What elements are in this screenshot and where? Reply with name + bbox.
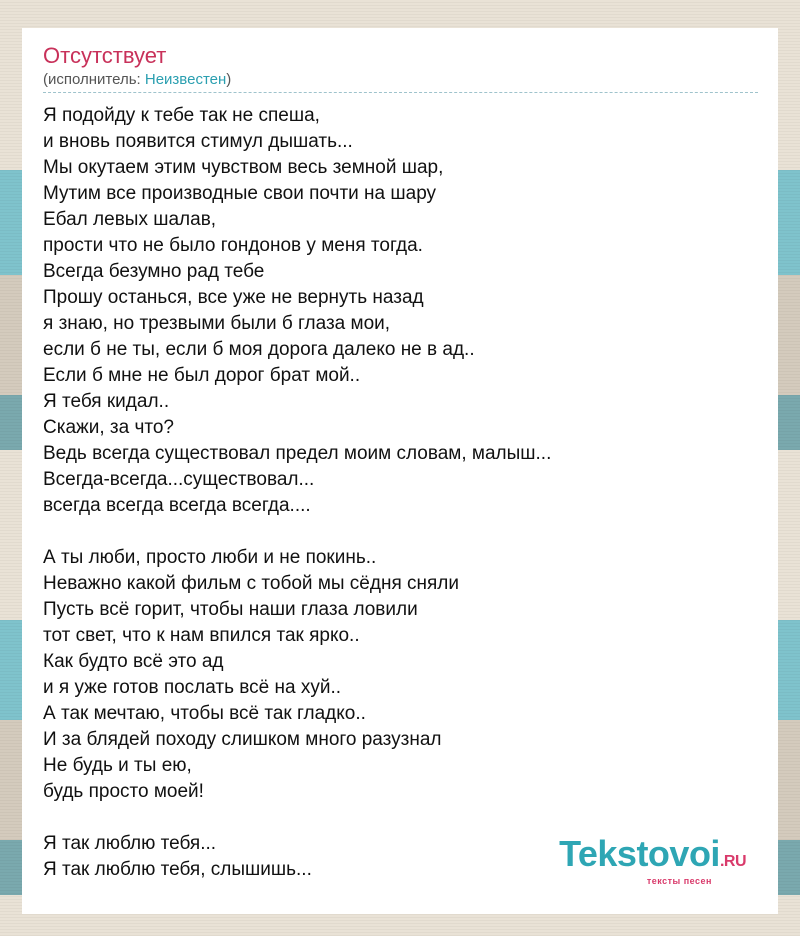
lyric-line: Я подойду к тебе так не спеша, xyxy=(43,105,320,126)
lyric-line: И за блядей походу слишком много разузнал xyxy=(43,729,442,750)
lyric-line: я знаю, но трезвыми были б глаза мои, xyxy=(43,313,391,334)
lyric-line: Пусть всё горит, чтобы наши глаза ловили xyxy=(43,599,418,620)
lyric-line: Как будто всё это ад xyxy=(43,651,224,672)
lyric-line: прости что не было гондонов у меня тогда. xyxy=(43,235,423,256)
artist-prefix: (исполнитель: xyxy=(43,71,145,88)
lyric-line: Я тебя кидал.. xyxy=(43,391,170,412)
lyric-line: А ты люби, просто люби и не покинь.. xyxy=(43,547,377,568)
lyric-line: Мы окутаем этим чувством весь земной шар, xyxy=(43,157,444,178)
lyric-line: Ведь всегда существовал предел моим словам, малыш... xyxy=(43,443,552,464)
logo-name: Tekstovoi xyxy=(559,833,720,874)
lyric-line: всегда всегда всегда всегда.... xyxy=(43,495,311,516)
lyric-line: будь просто моей! xyxy=(43,781,204,802)
song-title: Отсутствует xyxy=(43,43,167,68)
logo-tld: .RU xyxy=(719,853,746,870)
lyric-line: Неважно какой фильм с тобой мы сёдня сняли xyxy=(43,573,460,594)
lyric-line: тот свет, что к нам впился так ярко.. xyxy=(43,625,360,646)
logo-tagline: тексты песен xyxy=(646,876,712,886)
lyric-line: Я так люблю тебя... xyxy=(43,833,217,854)
lyric-line: Всегда-всегда...существовал... xyxy=(43,469,315,490)
lyric-line: Скажи, за что? xyxy=(43,417,174,438)
lyrics-card xyxy=(22,28,778,914)
artist-suffix: ) xyxy=(226,71,232,88)
stanza-break xyxy=(43,805,758,831)
stanza-break xyxy=(43,519,758,545)
lyric-line: Не будь и ты ею, xyxy=(43,755,192,776)
artist-link[interactable]: Неизвестен xyxy=(144,71,227,88)
site-logo[interactable] xyxy=(559,833,746,886)
lyric-line: А так мечтаю, чтобы всё так гладко.. xyxy=(43,703,366,724)
lyric-line: Прошу останься, все уже не вернуть назад xyxy=(43,287,424,308)
artist-line xyxy=(43,70,758,93)
lyric-line: если б не ты, если б моя дорога далеко не в ад.. xyxy=(43,339,475,360)
lyric-line: Ебал левых шалав, xyxy=(43,209,217,230)
lyric-line: Мутим все производные свои почти на шару xyxy=(43,183,437,204)
lyric-line: и вновь появится стимул дышать... xyxy=(43,131,353,152)
lyric-line: Я так люблю тебя, слышишь... xyxy=(43,859,312,880)
lyric-line: Всегда безумно рад тебе xyxy=(43,261,265,282)
lyric-line: и я уже готов послать всё на хуй.. xyxy=(43,677,342,698)
lyric-line: Если б мне не был дорог брат мой.. xyxy=(43,365,361,386)
lyrics-body xyxy=(43,103,758,883)
